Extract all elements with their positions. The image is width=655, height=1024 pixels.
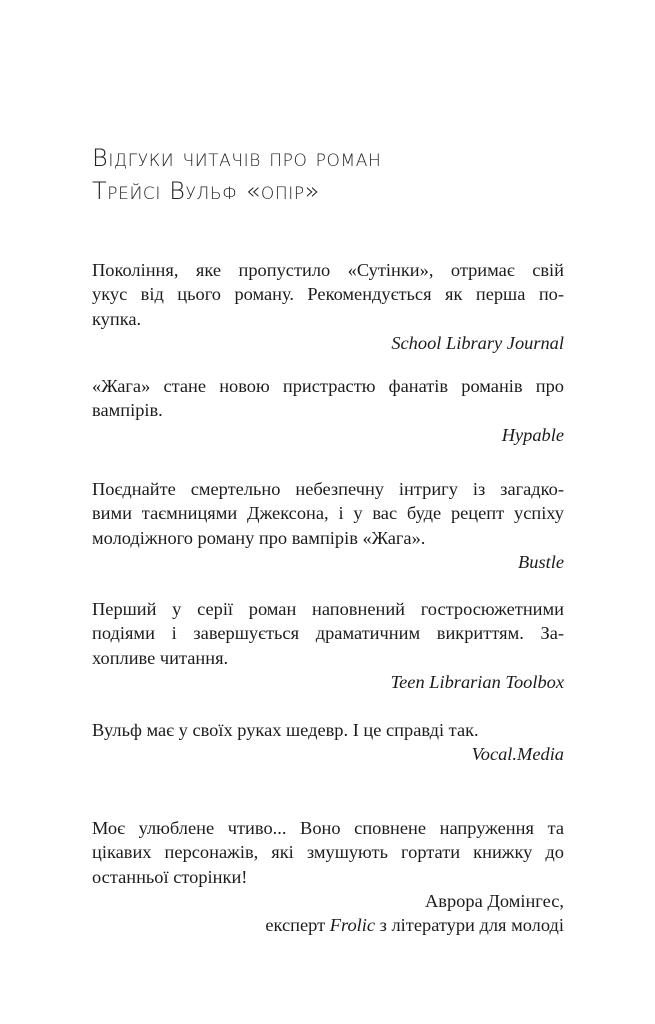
review-text-line: «Жага» стане новою пристрастю фанатів романів про — [92, 376, 564, 396]
review-text-line: молодіжного роману про вампірів «Жага». — [92, 527, 426, 548]
title-line-1: Відгуки читачів про роман — [92, 144, 382, 172]
review-hypable — [92, 374, 564, 447]
review-text-line: Покоління, яке пропустило «Сутінки», отримає свій — [92, 260, 564, 280]
review-aurora-dominguez — [92, 816, 564, 937]
review-text-line: подіями і завершується драматичним викриттям. За- — [92, 623, 564, 644]
review-source: Bustle — [518, 551, 564, 572]
review-text-line: хопливе читання. — [92, 647, 229, 668]
review-bustle — [92, 477, 564, 574]
source-role-prefix: експерт — [265, 915, 330, 936]
review-text-line: останньої сторінки! — [92, 866, 248, 887]
review-text-line: Моє улюблене чтиво... Воно сповнене напруження та — [92, 818, 564, 838]
review-source: Vocal.Media — [471, 744, 564, 765]
source-role-suffix: з літератури для молоді — [375, 915, 564, 936]
review-source: Hypable — [501, 424, 564, 445]
title-line-2: Трейсі Вульф «опір» — [92, 177, 320, 205]
review-source-name: Аврора Домінгес, — [425, 890, 564, 911]
review-text-line: вампірів. — [92, 400, 163, 421]
review-source: Teen Librarian Toolbox — [390, 671, 564, 692]
source-role-publication: Frolic — [329, 915, 376, 936]
review-school-library-journal — [92, 258, 564, 355]
review-teen-librarian-toolbox — [92, 597, 564, 694]
review-source-role — [92, 913, 564, 937]
review-source: School Library Journal — [391, 332, 564, 353]
review-text-line: купка. — [92, 308, 142, 329]
page-title — [92, 142, 564, 208]
review-vocal-media — [92, 718, 564, 767]
review-text-line: укус від цього роману. Рекомендується як перша по- — [92, 284, 564, 305]
review-text-line: Перший у серії роман наповнений гостросюжетними — [92, 599, 564, 619]
review-text-line: Вульф має у своїх руках шедевр. І це справді так. — [92, 720, 479, 740]
review-text-line: Поєднайте смертельно небезпечну інтригу із загадко- — [92, 479, 564, 499]
review-text-line: цікавих персонажів, які змушують гортати книжку до — [92, 842, 564, 863]
review-text-line: вими таємницями Джексона, і у вас буде рецепт успіху — [92, 503, 564, 524]
